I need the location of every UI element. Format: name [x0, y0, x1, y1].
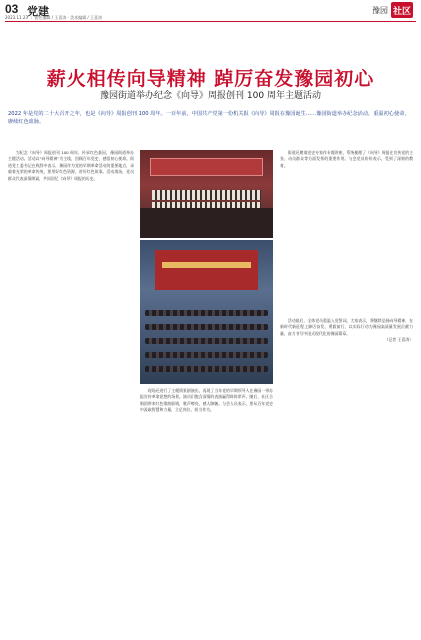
audience-row-shape — [145, 366, 268, 372]
audience-row-shape — [145, 324, 268, 330]
issue-meta: 2023.11.23 ｜ 责任编辑 / 王喜涛 · 美术编辑 / 王喜涛 — [5, 15, 103, 20]
article-column-4 — [280, 318, 413, 632]
column-4-text: 活动最后，全体党员重温入党誓词。大家表示，将继续弘扬向导精神，在新时代新征程上踔厉奋发、勇毅前行，以实际行动为豫园高质量发展贡献力量，奋力书写中国式现代化的豫园篇章。 — [280, 318, 413, 336]
audience-row-shape — [145, 352, 268, 358]
audience-row-shape — [145, 310, 268, 316]
stage-floor-shape — [140, 208, 273, 238]
article-column-1 — [8, 150, 134, 632]
column-3-text: 街道还邀请党史专家作专题讲座，系统梳理了《向导》周报在宣传党的主张、动员群众等方面发挥的重要作用。与会党员纷纷表示，受到了深刻的教育。 — [280, 150, 413, 168]
audience-row-shape — [145, 338, 268, 344]
article-lead: 2022 年是党的二十大召开之年，也是《向导》周报创刊 100 周年。一百年前，中国共产党第一份机关报《向导》周报在豫园诞生……豫园街道举办纪念活动，重温初心使命，赓续红色血脉。 — [8, 111, 410, 126]
paper-name-seal: 社区 — [391, 2, 413, 18]
event-photo-audience — [140, 240, 273, 384]
column-2-text: 现场还进行了主题情景剧演出，再现了当年党的早期领导人在豫园一带办报宣传革命思想的场景。演员们饱含深情的表演赢得阵阵掌声。随后，社区合唱团带来红色歌曲联唱，歌声嘹亮，感人肺腑。与会人员表示，要从百年党史中汲取智慧和力量，立足岗位、担当作为。 — [140, 388, 273, 413]
page-header — [0, 0, 421, 22]
article-column-3 — [280, 150, 413, 308]
article-subtitle: 豫园街道举办纪念《向导》周报创刊 100 周年主题活动 — [100, 91, 321, 101]
event-photo-stage — [140, 150, 273, 238]
header-rule — [5, 21, 416, 22]
screen-shape — [155, 250, 258, 290]
page-number: 03 — [5, 2, 19, 16]
paper-name-small: 豫园 — [372, 5, 388, 15]
section-name: 党建 — [27, 5, 49, 18]
paper-logo — [372, 2, 413, 18]
column-1-text: 为纪念《向导》周报创刊 100 周年，传承红色基因，豫园街道举办主题活动。活动以“向导精神”为主线，回顾百年党史，感悟初心使命。街道党工委书记在致辞中表示，豫园作为党的早期革命活动的重要地点，承载着光荣的革命传统，要用好红色资源，讲好红色故事。活动现场，党员群众代表深情朗诵，共同回忆《向导》周报的历史。 — [8, 150, 134, 181]
screen-text-shape — [162, 262, 251, 268]
article-title: 薪火相传向导精神 踔厉奋发豫园初心 — [46, 68, 375, 90]
choir-shape — [152, 190, 261, 200]
article-author: （记者 王喜涛） — [384, 337, 413, 343]
stage-banner-shape — [150, 158, 263, 176]
article-column-2 — [140, 388, 273, 632]
